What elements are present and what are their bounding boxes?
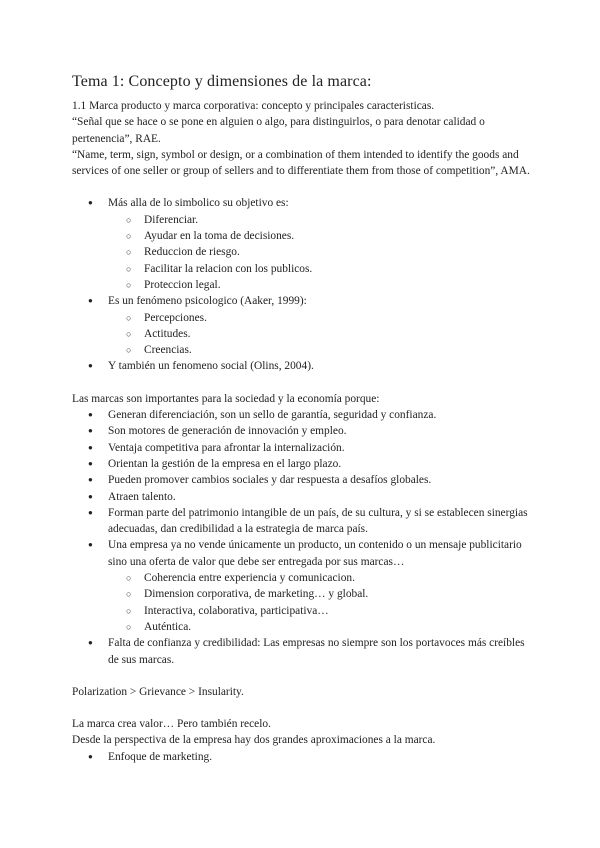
list-item: ● Una empresa ya no vende únicamente un producto, un contenido o un mensaje publicitario sino una oferta de valor que debe ser entregada por sus marcas… [72, 537, 530, 570]
list-item: ○ Proteccion legal. [72, 277, 530, 293]
list-item: ○ Facilitar la relacion con los publicos. [72, 261, 530, 277]
list-item: ○ Ayudar en la toma de decisiones. [72, 228, 530, 244]
list-item: ○ Auténtica. [72, 619, 530, 635]
polarization-line: Polarization > Grievance > Insularity. [72, 685, 244, 698]
list-item: ○ Diferenciar. [72, 212, 530, 228]
list-item: ○ Dimension corporativa, de marketing… y global. [72, 586, 530, 602]
list-item: ● Enfoque de marketing. [72, 749, 530, 765]
importance-list [72, 407, 530, 668]
list-item: ● Forman parte del patrimonio intangible de un país, de su cultura, y si se establecen sinergias adecuadas, dan credibilidad a la estrategia de marca país. [72, 505, 530, 538]
brand-nature-list [72, 195, 530, 374]
intro-heading: 1.1 Marca producto y marca corporativa: concepto y principales caracteristicas. [72, 100, 435, 112]
list-item: ● Orientan la gestión de la empresa en el largo plazo. [72, 456, 530, 472]
approach-list [72, 749, 530, 765]
list-item: ○ Percepciones. [72, 310, 530, 326]
list-item: ● Son motores de generación de innovación y empleo. [72, 423, 530, 439]
list-item: ● Pueden promover cambios sociales y dar respuesta a desafíos globales. [72, 472, 530, 488]
list-item: ● Y también un fenomeno social (Olins, 2004). [72, 358, 530, 374]
list-item: ● Ventaja competitiva para afrontar la internalización. [72, 440, 530, 456]
list-item: ● Es un fenómeno psicologico (Aaker, 1999): [72, 293, 530, 309]
rae-definition: “Señal que se hace o se pone en alguien o algo, para distinguirlos, o para denotar calidad o pertenencia”, RAE. [72, 116, 485, 145]
list-item: ● Más alla de lo simbolico su objetivo es: [72, 195, 530, 211]
list-item: ○ Creencias. [72, 342, 530, 358]
list-item: ○ Reduccion de riesgo. [72, 244, 530, 260]
list-item: ● Generan diferenciación, son un sello de garantía, seguridad y confianza. [72, 407, 530, 423]
list-item: ○ Coherencia entre experiencia y comunicacion. [72, 570, 530, 586]
list-item: ○ Interactiva, colaborativa, participativa… [72, 603, 530, 619]
ama-definition: “Name, term, sign, symbol or design, or a combination of them intended to identify the goods and services of one seller or group of sellers and to differentiate them from those of competition”, AMA. [72, 148, 530, 178]
importance-lead: Las marcas son importantes para la sociedad y la economía porque: [72, 392, 380, 405]
closing-line-2: Desde la perspectiva de la empresa hay dos grandes aproximaciones a la marca. [72, 734, 436, 747]
list-item: ● Falta de confianza y credibilidad: Las empresas no siempre son los portavoces más creíbles de sus marcas. [72, 635, 530, 668]
list-item: ● Atraen talento. [72, 489, 530, 505]
page-title: Tema 1: Concepto y dimensiones de la marca: [72, 73, 372, 90]
closing-line-1: La marca crea valor… Pero también recelo. [72, 718, 271, 731]
list-item: ○ Actitudes. [72, 326, 530, 342]
